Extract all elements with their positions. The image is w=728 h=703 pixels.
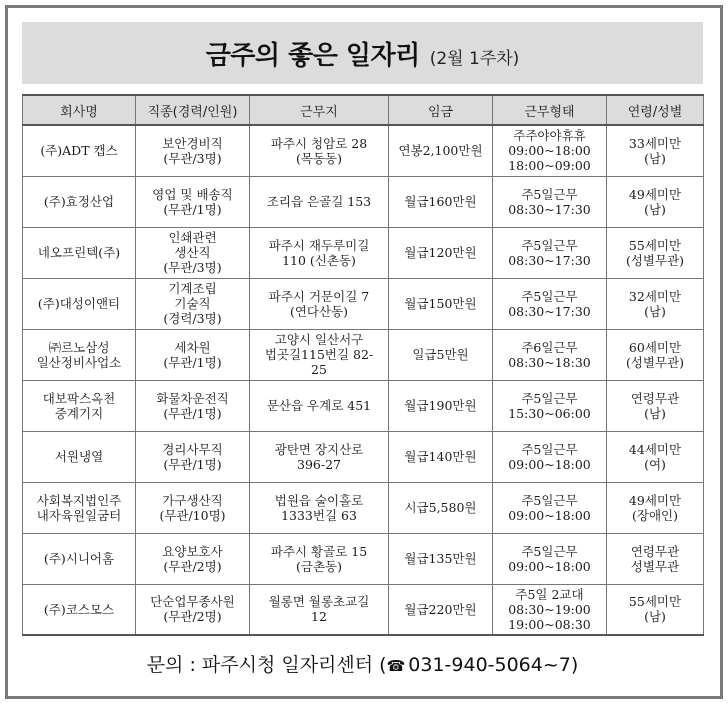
cell-company: 대보팍스옥천 중계기지 xyxy=(23,380,136,431)
cell-company: (주)대성이앤티 xyxy=(23,278,136,329)
cell-location: 법원읍 술이홀로 1333번길 63 xyxy=(250,482,389,533)
cell-company: (주)효정산업 xyxy=(23,176,136,227)
cell-work-type: 주6일근무 08:30~18:30 xyxy=(493,329,607,380)
header-job-type: 직종(경력/인원) xyxy=(136,95,250,125)
cell-work-type: 주5일근무 08:30~17:30 xyxy=(493,278,607,329)
cell-age-gender: 44세미만 (여) xyxy=(607,431,704,482)
title-bar xyxy=(22,22,703,84)
cell-age-gender: 32세미만 (남) xyxy=(607,278,704,329)
table-row xyxy=(23,278,704,329)
cell-work-type: 주5일근무 08:30~17:30 xyxy=(493,227,607,278)
cell-job-type: 요양보호사 (무관/2명) xyxy=(136,533,250,584)
cell-wage: 일급5만원 xyxy=(389,329,493,380)
header-location: 근무지 xyxy=(250,95,389,125)
cell-job-type: 세차원 (무관/1명) xyxy=(136,329,250,380)
page-subtitle: (2월 1주차) xyxy=(429,48,520,69)
cell-age-gender: 49세미만 (남) xyxy=(607,176,704,227)
cell-job-type: 보안경비직 (무관/3명) xyxy=(136,125,250,176)
job-table xyxy=(22,94,704,636)
table-row xyxy=(23,431,704,482)
header-work-type: 근무형태 xyxy=(493,95,607,125)
cell-work-type: 주5일근무 15:30~06:00 xyxy=(493,380,607,431)
contact-phone: 031-940-5064~7) xyxy=(408,654,579,676)
cell-work-type: 주5일근무 09:00~18:00 xyxy=(493,533,607,584)
table-row xyxy=(23,176,704,227)
cell-location: 파주시 재두루미길 110 (신촌동) xyxy=(250,227,389,278)
table-row xyxy=(23,227,704,278)
page-title: 금주의 좋은 일자리 xyxy=(205,40,420,71)
cell-work-type: 주5일근무 09:00~18:00 xyxy=(493,482,607,533)
cell-age-gender: 연령무관 성별무관 xyxy=(607,533,704,584)
cell-company: ㈜르노삼성 일산정비사업소 xyxy=(23,329,136,380)
phone-icon: ☎ xyxy=(386,657,406,675)
cell-age-gender: 55세미만 (성별무관) xyxy=(607,227,704,278)
table-row xyxy=(23,125,704,176)
cell-age-gender: 60세미만 (성별무관) xyxy=(607,329,704,380)
cell-location: 파주시 거문이길 7 (연다산동) xyxy=(250,278,389,329)
cell-wage: 월급190만원 xyxy=(389,380,493,431)
cell-job-type: 가구생산직 (무관/10명) xyxy=(136,482,250,533)
cell-work-type: 주5일근무 08:30~17:30 xyxy=(493,176,607,227)
cell-company: 서원냉열 xyxy=(23,431,136,482)
cell-location: 고양시 일산서구 법곳길115번길 82- 25 xyxy=(250,329,389,380)
header-wage: 임금 xyxy=(389,95,493,125)
cell-age-gender: 49세미만 (장애인) xyxy=(607,482,704,533)
cell-wage: 월급120만원 xyxy=(389,227,493,278)
cell-work-type: 주주야야휴휴 09:00~18:00 18:00~09:00 xyxy=(493,125,607,176)
table-row xyxy=(23,482,704,533)
contact-footer xyxy=(22,650,703,677)
cell-location: 월롱면 월롱초교길 12 xyxy=(250,584,389,635)
cell-company: (주)ADT 캡스 xyxy=(23,125,136,176)
cell-work-type: 주5일 2교대 08:30~19:00 19:00~08:30 xyxy=(493,584,607,635)
cell-age-gender: 연령무관 (남) xyxy=(607,380,704,431)
cell-job-type: 화물차운전직 (무관/1명) xyxy=(136,380,250,431)
cell-wage: 월급140만원 xyxy=(389,431,493,482)
cell-location: 문산읍 우계로 451 xyxy=(250,380,389,431)
contact-prefix: 문의 : 파주시청 일자리센터 ( xyxy=(146,654,387,676)
table-row xyxy=(23,329,704,380)
table-row xyxy=(23,380,704,431)
cell-job-type: 영업 및 배송직 (무관/1명) xyxy=(136,176,250,227)
cell-age-gender: 55세미만 (남) xyxy=(607,584,704,635)
cell-company: (주)시니어홈 xyxy=(23,533,136,584)
cell-job-type: 인쇄관련 생산직 (무관/3명) xyxy=(136,227,250,278)
header-company: 회사명 xyxy=(23,95,136,125)
cell-wage: 월급160만원 xyxy=(389,176,493,227)
cell-company: 네오프린텍(주) xyxy=(23,227,136,278)
cell-wage: 월급150만원 xyxy=(389,278,493,329)
cell-location: 광탄면 장지산로 396-27 xyxy=(250,431,389,482)
cell-job-type: 단순업무종사원 (무관/2명) xyxy=(136,584,250,635)
cell-location: 파주시 청암로 28 (목동동) xyxy=(250,125,389,176)
cell-location: 조리읍 은골길 153 xyxy=(250,176,389,227)
cell-wage: 시급5,580원 xyxy=(389,482,493,533)
cell-location: 파주시 황골로 15 (금촌동) xyxy=(250,533,389,584)
cell-work-type: 주5일근무 09:00~18:00 xyxy=(493,431,607,482)
cell-company: 사회복지법인주 내자육원일굼터 xyxy=(23,482,136,533)
cell-job-type: 기계조립 기술직 (경력/3명) xyxy=(136,278,250,329)
table-row xyxy=(23,584,704,635)
cell-company: (주)코스모스 xyxy=(23,584,136,635)
cell-job-type: 경리사무직 (무관/1명) xyxy=(136,431,250,482)
header-age-gender: 연령/성별 xyxy=(607,95,704,125)
table-row xyxy=(23,533,704,584)
cell-wage: 연봉2,100만원 xyxy=(389,125,493,176)
cell-wage: 월급220만원 xyxy=(389,584,493,635)
cell-wage: 월급135만원 xyxy=(389,533,493,584)
cell-age-gender: 33세미만 (남) xyxy=(607,125,704,176)
table-header-row xyxy=(23,95,704,125)
